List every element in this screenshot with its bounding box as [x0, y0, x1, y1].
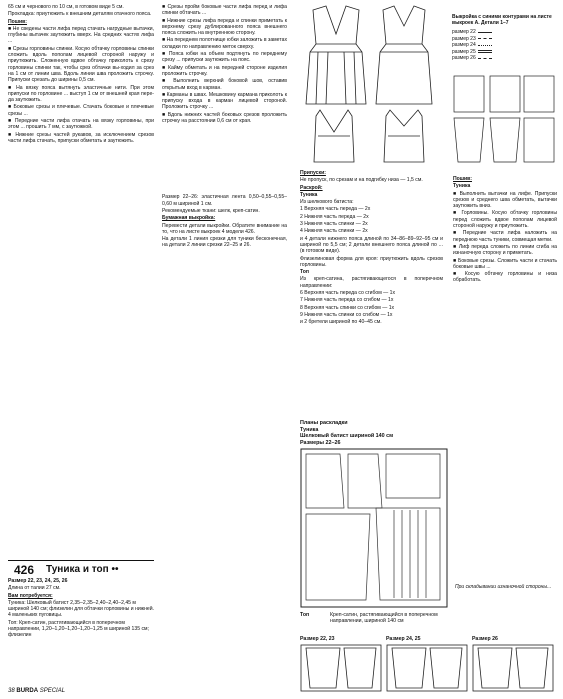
layout-title: Планы раскладки [300, 420, 348, 426]
length: Длина от талии 27 см. [8, 585, 61, 592]
materials-heading: Вам потребуется: [8, 592, 53, 599]
line-swatch [478, 58, 492, 59]
paragraph: Размер 22–26: эластичная лента 0,50–0,55–0,55–0,60 м шириной 1 см. [162, 194, 287, 207]
layout-note: При складывании изнаночной стороны... [455, 584, 552, 590]
paragraph: ■ Лиф переда сложить по линии сгиба на изнаночную сторону и приметать. [453, 243, 557, 257]
sewing-heading: Пошив: [453, 176, 472, 182]
paragraph: 1 Верхняя часть переда — 2x [300, 206, 371, 213]
paragraph: Прокладка: приутюжить к внешним деталям отачного пояса. [8, 11, 152, 18]
line-swatch [478, 38, 492, 39]
paragraph: ■ Выполнить вытачки на лифе. Припуски срезов и среднего шва обметать, вытачки заутюжить вниз. [453, 190, 557, 210]
legend-label: размер 26 [452, 55, 476, 62]
tunic-layout-plan [300, 448, 448, 608]
text-column-4 [453, 176, 557, 561]
legend-label: размер 22 [452, 29, 476, 36]
paragraph: Из шелкового батиста: [300, 199, 354, 206]
paragraph: 8 Верхняя часть спинки со сгибом — 1x [300, 304, 395, 311]
paragraph: ■ Вдоль нижних частей боковых срезов проложить строчку на расстоянии 0,6 см от края. [162, 111, 287, 125]
paragraph: Туника [300, 191, 318, 198]
top-layout-plans [300, 644, 556, 692]
page-number: 38 [8, 688, 15, 694]
paragraph: Топ [300, 269, 309, 276]
paragraph: и 2 бретели шириной по 40–45 см. [300, 319, 382, 326]
cutting-heading: Раскрой: [300, 184, 323, 191]
paragraph: ■ Боковые срезы и плечевые. Стачать боковые и плечевые срезы ... [8, 104, 154, 117]
legend-label: размер 23 [452, 35, 476, 42]
paragraph: На детали 1 линия срезки для туники бесконечная, на детали 2 линии срезки 22–25 и 26. [162, 236, 287, 249]
allowances-heading: Припуски: [300, 170, 326, 176]
paragraph: 2 Нижняя часть переда — 2x [300, 213, 369, 220]
text-column-1 [8, 4, 154, 551]
paragraph: ■ Карманы в швах. Мешковину кармана приколоть к припуску входа в карман лицевой стороной. Проложить строчку ... [162, 91, 287, 111]
section-heading: Пошив: [8, 18, 27, 25]
garment-technical-drawings [298, 4, 448, 166]
sizes: Размер 22, 23, 24, 25, 26 [8, 578, 68, 584]
top-title: Топ [300, 612, 310, 618]
paragraph: ■ Боковые срезы. Сложить части и стачать боковые швы ... [453, 257, 557, 270]
page-footer [8, 688, 65, 694]
paragraph: 7 Нижняя часть переда со сгибом — 1x [300, 297, 394, 304]
text-column-2 [162, 4, 287, 664]
line-swatch [478, 50, 492, 53]
pattern-heading: Бумажная выкройка: [162, 215, 216, 222]
paragraph: Туника [453, 183, 471, 190]
paragraph: 3 Нижняя часть спинки — 2x [300, 221, 368, 228]
paragraph: ■ На переднем полотнище юбки заложить в заметах складки по направлению меток сверху. [162, 37, 287, 50]
paragraph: ■ Косую обтачку горловины и низа обработать. [453, 271, 557, 284]
paragraph: Из креп-сатина, растягивающегося в поперечном направлении: [300, 276, 443, 289]
pattern-pieces-drawing [450, 72, 558, 172]
materials-block [8, 578, 154, 684]
layout-size-label: Размеры 22–26 [300, 439, 341, 446]
paragraph: ■ На вязку пояса вытянуть эластичные нити. При этом припуски по горловине ... выступ 1 см от внешней края пере-да заутюжить. [8, 84, 154, 104]
paragraph: и 4 детали нижнего пояса длиной по 34–86–89–92–95 см и шириной по 5,5 см; 2 детали внешнего пояса длиной по ... (в готовом виде). [300, 235, 443, 255]
paragraph: Рекомендуемые ткани: шелк, креп-сатин. [162, 207, 260, 214]
text-column-3 [300, 170, 443, 415]
paragraph: ■ Срезы горловины спинки. Косую обтачку горловины спинки сложить вдоль пополам лицевой стороной наружу и приутюжить. Сложенную вдвое обтачку приколоть к срезу горловины спинки так, чтобы срез обтачки вы-ходил за срез на 1 см от линии шва. Вдоль линии шва проложить строчку. Припуски срезать до ширины 0,5 см. [8, 45, 154, 84]
size-label: Размер 26 [472, 636, 498, 642]
paragraph: ■ Нижние срезы лифа переда и спинки приметать к верхнему срезу дублированного пояса внешнего пояса сложить на внутреннюю сторону. [162, 17, 287, 37]
paragraph: 9 Нижняя часть спинки со сгибом — 1x [300, 311, 393, 318]
paragraph: 65 см и чернового по 10 см, в готовом виде 5 см. [8, 4, 124, 10]
paragraph: ■ Горловины. Косую обтачку горловины перед сложить вдвое пополам лицевой стороной наружу и приутюжить. [453, 210, 557, 230]
legend-row [452, 55, 556, 62]
paragraph: ■ Пояса юбки на объем подтянуть по переднему срезу ... припуски заутюжить на пояс. [162, 51, 287, 64]
model-number: 426 [14, 563, 35, 577]
legend-label: размер 24 [452, 42, 476, 49]
paragraph: ■ Срезы пройм боковые части лифа перед и лифа спинки обтачать ... [162, 4, 287, 17]
legend-label: размер 25 [452, 48, 476, 55]
paragraph: ■ Передние части лифа наложить на переднюю часть туники, совмещая метки. [453, 230, 557, 243]
paragraph: ■ Нижние срезы частей рукавов, за исключением срезов части лифа стачать, припуски обметать и заутюжить. [8, 131, 154, 144]
line-swatch [478, 32, 492, 33]
model-title: Туника и топ •• [46, 564, 119, 575]
paragraph: ■ Передние части лифа отачать на вязку горловины, при этом ... прошить 7 мм, с заутюжкой. [8, 118, 154, 131]
brand-special: SPECIAL [39, 688, 66, 694]
paragraph: ■ Не сведены части лифа перед стачать нагрудные вытачки, глубины вытачек заутюжить вверх. На средних частях лифа ... [8, 25, 154, 45]
paragraph: ■ Выполнить верхний боковой шов, оставив открытым вход в карман. [162, 78, 287, 91]
line-swatch [478, 45, 492, 46]
paragraph: Перевести детали выкройки. Обратите внимание на то, что на листе выкроек 4 модели 426. [162, 222, 287, 235]
paragraph: 6 Верхняя часть переда со сгибом — 1x [300, 290, 396, 297]
model-header [8, 560, 154, 575]
top-fabric: Креп-сатин, растягивающийся в поперечном направлении, шириной 140 см [330, 612, 438, 624]
size-label: Размер 24, 25 [386, 636, 421, 642]
paragraph: Туника: Шелковый батист 2,35–2,35–2,40–2,40–2,45 м шириной 140 см; флизелин для обтачки горловины и нижней. 4 маленьких пуговицы. [8, 599, 154, 619]
paragraph: Не пропуск, по срезам и на подгибку низа — 1,5 см. [300, 177, 423, 184]
layout-subtitle: Туника [300, 426, 319, 433]
paragraph: Флизелиновая форма для кроя: приутюжить вдоль срезов горловины. [300, 255, 443, 268]
paragraph: ■ Кайму обметать и на передней стороне изделия проложить строчку. [162, 64, 287, 77]
paragraph: Топ: Креп-сатин, растягивающийся в поперечном направлении, 1,20–1,20–1,20–1,20–1,25 м шириной 135 см; флизелин [8, 619, 149, 639]
paragraph: 4 Нижняя часть спинки — 2x [300, 228, 368, 235]
brand: BURDA [16, 688, 39, 694]
layout-fabric: Шелковый батист шириной 140 см [300, 433, 394, 439]
legend-title: Выкройка с синими контурами на листе выкроек А. Детали 1–7 [452, 14, 552, 26]
layout-plans-title [300, 420, 393, 446]
size-label: Размер 22, 23 [300, 636, 335, 642]
